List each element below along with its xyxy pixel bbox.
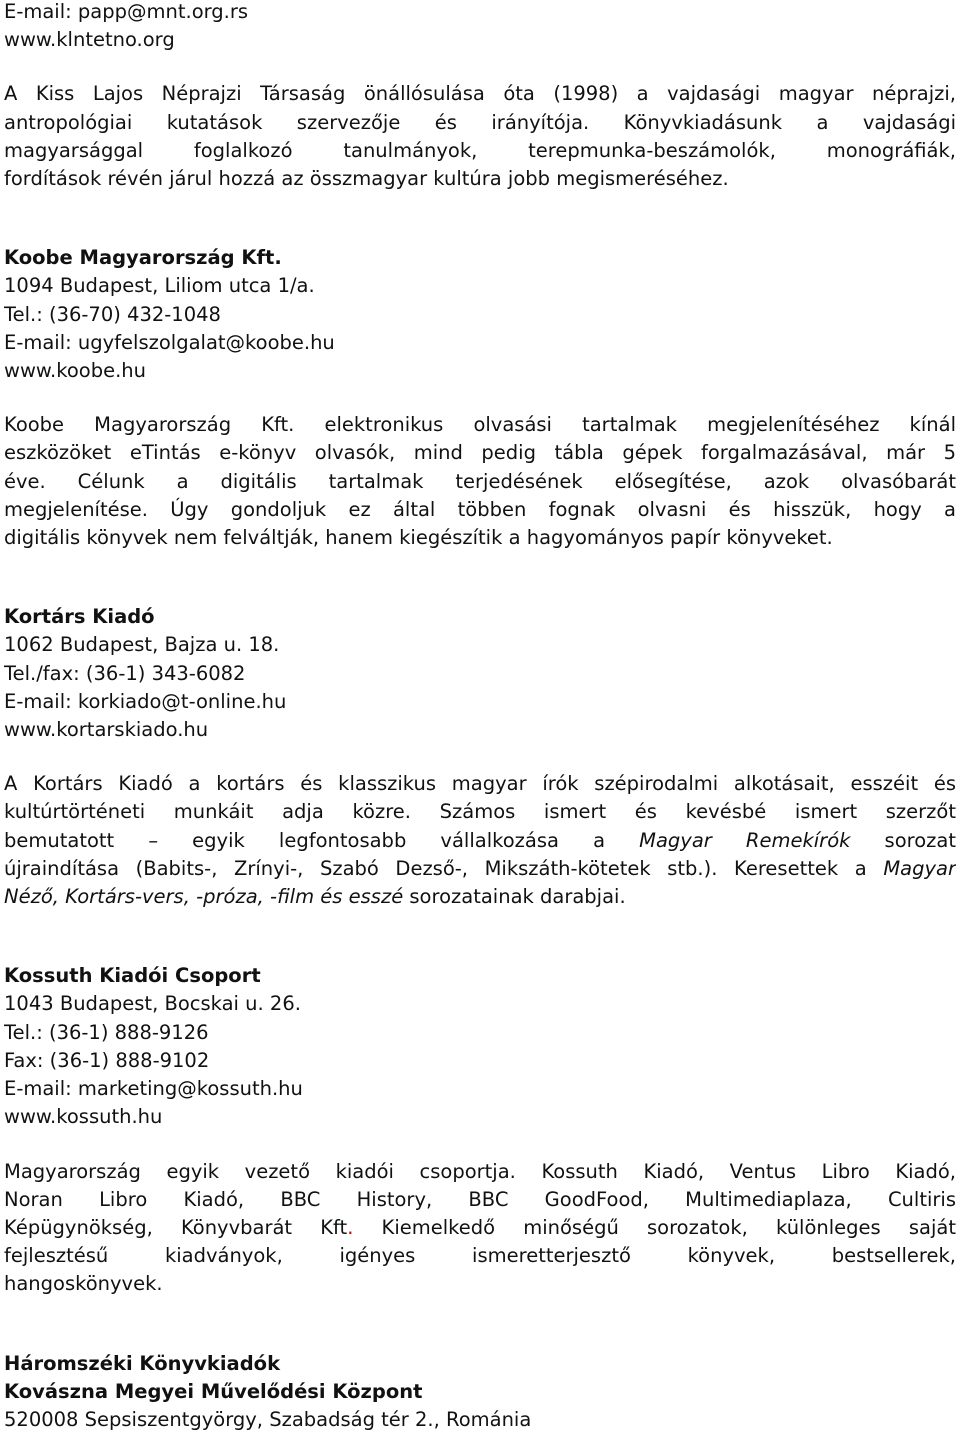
- koobe-description: [4, 411, 956, 552]
- kossuth-desc-line: fejlesztésű kiadványok, igényes ismeretterjesztő könyvek, bestsellerek,: [4, 1244, 956, 1268]
- publisher-name: Háromszéki Könyvkiadók: [4, 1351, 281, 1375]
- kortars-description: [4, 770, 956, 911]
- kossuth-desc-line: Magyarország egyik vezető kiadói csoportja. Kossuth Kiadó, Ventus Libro Kiadó,: [4, 1159, 956, 1183]
- pre-email: E-mail: papp@mnt.org.rs: [4, 0, 249, 23]
- pre-desc-line: A Kiss Lajos Néprajzi Társaság önállósulása óta (1998) a vajdasági magyar néprajzi,: [4, 82, 956, 106]
- kossuth-contact-block: [4, 962, 956, 1131]
- pre-contact-block: [4, 0, 956, 54]
- pre-desc-line: magyarsággal foglalkozó tanulmányok, terepmunka-beszámolók, monográfiák,: [4, 138, 956, 162]
- document-page: [4, 0, 956, 1434]
- koobe-desc-line: digitális könyvek nem felváltják, hanem kiegészítik a hagyományos papír könyveket.: [4, 526, 833, 550]
- publisher-phone: Tel./fax: (36-1) 343-6082: [4, 661, 246, 685]
- series-title: Magyar Remekírók: [639, 828, 851, 852]
- pre-description: [4, 80, 956, 193]
- kortars-desc-line: újraindítása (Babits-, Zrínyi-, Szabó Dezső-, Mikszáth-kötetek stb.). Keresettek a Magyar: [4, 856, 956, 880]
- koobe-desc-line: eszközöket eTintás e-könyv olvasók, mind pedig tábla gépek forgalmazásával, már 5: [4, 441, 956, 465]
- kortars-desc-line: kultúrtörténeti munkáit adja közre. Számos ismert és kevésbé ismert szerzőt: [4, 800, 956, 824]
- pre-desc-line: antropológiai kutatások szervezője és irányítója. Könyvkiadásunk a vajdasági: [4, 110, 956, 134]
- kossuth-desc-line: Noran Libro Kiadó, BBC History, BBC GoodFood, Multimediaplaza, Cultiris: [4, 1187, 956, 1211]
- publisher-name: Koobe Magyarország Kft.: [4, 246, 282, 270]
- series-titles: Néző, Kortárs-vers, -próza, -film és esszé: [4, 885, 404, 909]
- kortars-desc-line: A Kortárs Kiadó a kortárs és klasszikus magyar írók szépirodalmi alkotásait, esszéit és: [4, 772, 956, 796]
- publisher-fax: Fax: (36-1) 888-9102: [4, 1048, 210, 1072]
- publisher-organization: Kovászna Megyei Művelődési Központ: [4, 1379, 423, 1403]
- kortars-desc-line: bemutatott – egyik legfontosabb vállalkozása a Magyar Remekírók sorozat: [4, 828, 956, 852]
- koobe-contact-block: [4, 244, 956, 385]
- kossuth-description: [4, 1158, 956, 1299]
- publisher-website: www.kossuth.hu: [4, 1105, 163, 1129]
- publisher-website: www.koobe.hu: [4, 359, 147, 383]
- koobe-desc-line: megjelenítése. Úgy gondoljuk ez által többen fognak olvasni és hisszük, hogy a: [4, 497, 956, 521]
- publisher-address: 1043 Budapest, Bocskai u. 26.: [4, 992, 301, 1016]
- publisher-phone: Tel.: (36-70) 432-1048: [4, 302, 221, 326]
- kortars-desc-line: Néző, Kortárs-vers, -próza, -film és esszé sorozatainak darabjai.: [4, 885, 626, 909]
- pre-website: www.klntetno.org: [4, 28, 175, 52]
- publisher-phone: Tel.: (36-1) 888-9126: [4, 1020, 209, 1044]
- publisher-address: 520008 Sepsiszentgyörgy, Szabadság tér 2., Románia: [4, 1407, 532, 1431]
- kortars-contact-block: [4, 603, 956, 744]
- haromszeki-contact-block: [4, 1350, 956, 1435]
- koobe-desc-line: Koobe Magyarország Kft. elektronikus olvasási tartalmak megjelenítéséhez kínál: [4, 413, 956, 437]
- publisher-website: www.kortarskiado.hu: [4, 718, 209, 742]
- publisher-email: E-mail: marketing@kossuth.hu: [4, 1077, 303, 1101]
- publisher-name: Kortárs Kiadó: [4, 605, 155, 629]
- series-title: Magyar: [883, 856, 956, 880]
- pre-desc-line: fordítások révén járul hozzá az összmagyar kultúra jobb megismeréséhez.: [4, 167, 729, 191]
- publisher-address: 1094 Budapest, Liliom utca 1/a.: [4, 274, 315, 298]
- kossuth-desc-line: hangoskönyvek.: [4, 1272, 163, 1296]
- kossuth-desc-line: Képügynökség, Könyvbarát Kft. Kiemelkedő minőségű sorozatok, különleges saját: [4, 1215, 956, 1239]
- publisher-email: E-mail: korkiado@t-online.hu: [4, 689, 287, 713]
- koobe-desc-line: éve. Célunk a digitális tartalmak terjedésének elősegítése, azok olvasóbarát: [4, 469, 956, 493]
- publisher-email: E-mail: ugyfelszolgalat@koobe.hu: [4, 330, 335, 354]
- publisher-name: Kossuth Kiadói Csoport: [4, 964, 261, 988]
- publisher-address: 1062 Budapest, Bajza u. 18.: [4, 633, 280, 657]
